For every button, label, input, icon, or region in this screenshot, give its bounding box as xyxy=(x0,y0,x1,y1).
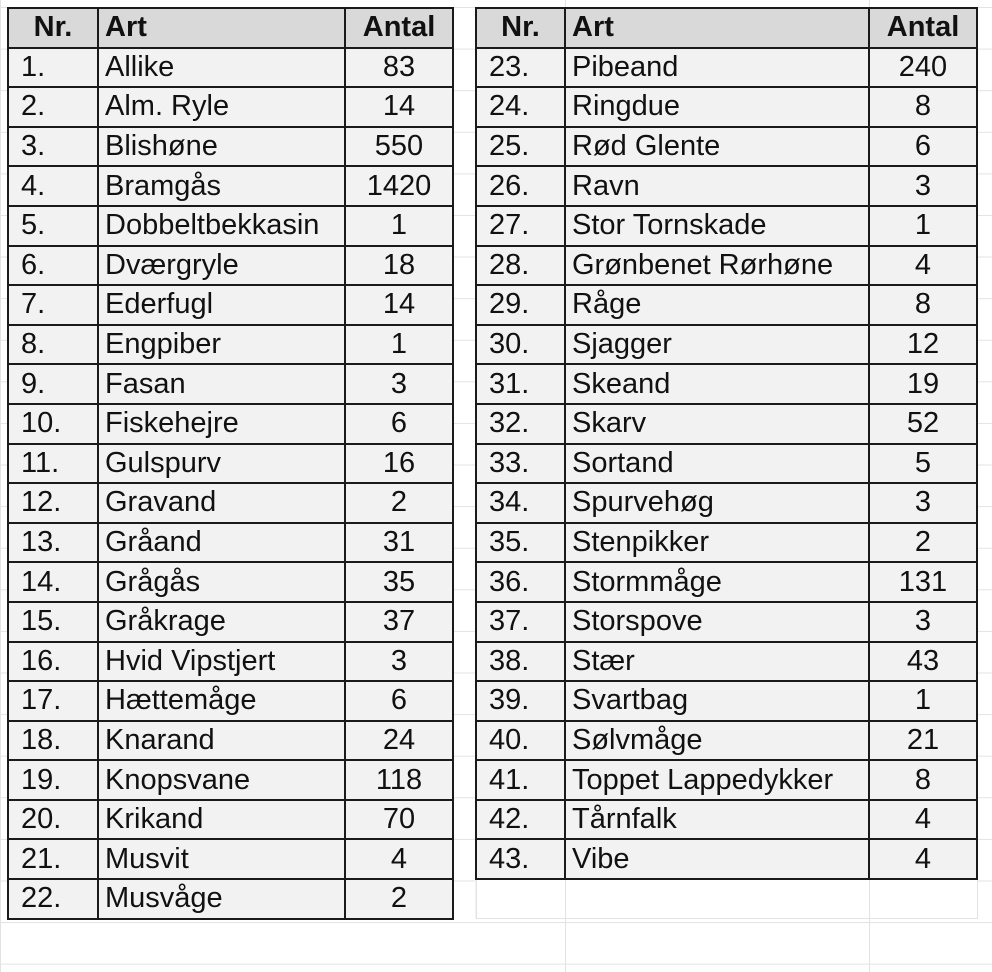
cell-antal[interactable]: 118 xyxy=(345,760,453,800)
cell-nr[interactable]: 4. xyxy=(8,166,98,206)
cell-art[interactable]: Bramgås xyxy=(98,166,345,206)
cell-nr[interactable]: 29. xyxy=(476,285,565,325)
cell-antal[interactable]: 14 xyxy=(345,87,453,127)
cell-art[interactable]: Hvid Vipstjert xyxy=(98,642,345,682)
cell-art[interactable]: Ederfugl xyxy=(98,285,345,325)
cell-nr[interactable]: 6. xyxy=(8,246,98,286)
table-row xyxy=(8,760,453,800)
table-row xyxy=(8,246,453,286)
cell-antal[interactable]: 52 xyxy=(869,404,977,444)
cell-antal[interactable]: 4 xyxy=(345,839,453,879)
cell-antal[interactable]: 24 xyxy=(345,721,453,761)
cell-antal[interactable]: 31 xyxy=(345,523,453,563)
header-row xyxy=(8,8,453,48)
table-row xyxy=(476,87,977,127)
cell-nr[interactable]: 15. xyxy=(8,602,98,642)
table-row xyxy=(8,800,453,840)
cell-nr[interactable]: 36. xyxy=(476,562,565,602)
cell-antal[interactable]: 3 xyxy=(869,602,977,642)
table-row xyxy=(8,48,453,88)
table-row xyxy=(8,879,453,919)
table-row xyxy=(476,602,977,642)
cell-antal[interactable]: 6 xyxy=(345,681,453,721)
empty-cell[interactable] xyxy=(869,879,977,918)
table-row xyxy=(8,285,453,325)
header-nr[interactable]: Nr. xyxy=(8,8,98,48)
cell-art[interactable]: Hættemåge xyxy=(98,681,345,721)
cell-antal[interactable]: 2 xyxy=(869,523,977,563)
cell-nr[interactable]: 31. xyxy=(476,364,565,404)
table-row xyxy=(476,48,977,88)
cell-art[interactable]: Tårnfalk xyxy=(565,800,869,840)
cell-nr[interactable]: 3. xyxy=(8,127,98,167)
table-row xyxy=(8,206,453,246)
cell-nr[interactable]: 42. xyxy=(476,800,565,840)
cell-antal[interactable]: 35 xyxy=(345,562,453,602)
cell-nr[interactable]: 20. xyxy=(8,800,98,840)
table-row xyxy=(476,760,977,800)
cell-nr[interactable]: 11. xyxy=(8,444,98,484)
cell-art[interactable]: Råge xyxy=(565,285,869,325)
cell-art[interactable]: Skeand xyxy=(565,364,869,404)
cell-art[interactable]: Sølvmåge xyxy=(565,721,869,761)
cell-art[interactable]: Vibe xyxy=(565,839,869,879)
table-row xyxy=(476,681,977,721)
cell-nr[interactable]: 39. xyxy=(476,681,565,721)
cell-antal[interactable]: 3 xyxy=(869,166,977,206)
table-row xyxy=(8,483,453,523)
header-row xyxy=(476,8,977,48)
cell-nr[interactable]: 19. xyxy=(8,760,98,800)
table-row xyxy=(476,206,977,246)
cell-nr[interactable]: 10. xyxy=(8,404,98,444)
cell-antal[interactable]: 6 xyxy=(869,127,977,167)
cell-art[interactable]: Musvåge xyxy=(98,879,345,919)
cell-nr[interactable]: 2. xyxy=(8,87,98,127)
cell-nr[interactable]: 18. xyxy=(8,721,98,761)
table-row xyxy=(8,87,453,127)
cell-art[interactable]: Stær xyxy=(565,642,869,682)
cell-antal[interactable]: 1 xyxy=(345,325,453,365)
cell-antal[interactable]: 43 xyxy=(869,642,977,682)
table-row xyxy=(476,800,977,840)
cell-art[interactable]: Dværgryle xyxy=(98,246,345,286)
cell-antal[interactable]: 4 xyxy=(869,246,977,286)
table-row xyxy=(476,483,977,523)
cell-nr[interactable]: 16. xyxy=(8,642,98,682)
table-row xyxy=(8,325,453,365)
cell-nr[interactable]: 43. xyxy=(476,839,565,879)
cell-art[interactable]: Stenpikker xyxy=(565,523,869,563)
table-row xyxy=(476,246,977,286)
cell-antal[interactable]: 8 xyxy=(869,760,977,800)
table-row xyxy=(8,562,453,602)
cell-antal[interactable]: 240 xyxy=(869,48,977,88)
cell-antal[interactable]: 8 xyxy=(869,285,977,325)
table-row xyxy=(8,721,453,761)
cell-nr[interactable]: 23. xyxy=(476,48,565,88)
cell-art[interactable]: Knopsvane xyxy=(98,760,345,800)
table-row xyxy=(8,523,453,563)
header-antal[interactable]: Antal xyxy=(869,8,977,48)
cell-nr[interactable]: 7. xyxy=(8,285,98,325)
cell-nr[interactable]: 34. xyxy=(476,483,565,523)
cell-antal[interactable]: 4 xyxy=(869,839,977,879)
cell-nr[interactable]: 9. xyxy=(8,364,98,404)
cell-antal[interactable]: 70 xyxy=(345,800,453,840)
table-row xyxy=(476,325,977,365)
table-row xyxy=(8,602,453,642)
cell-nr[interactable]: 8. xyxy=(8,325,98,365)
cell-antal[interactable]: 2 xyxy=(345,879,453,919)
table-row xyxy=(8,444,453,484)
cell-art[interactable]: Dobbeltbekkasin xyxy=(98,206,345,246)
cell-art[interactable]: Knarand xyxy=(98,721,345,761)
cell-nr[interactable]: 35. xyxy=(476,523,565,563)
header-nr[interactable]: Nr. xyxy=(476,8,565,48)
bird-count-table-right xyxy=(475,7,978,919)
table-row xyxy=(8,127,453,167)
cell-antal[interactable]: 2 xyxy=(345,483,453,523)
cell-art[interactable]: Ringdue xyxy=(565,87,869,127)
cell-art[interactable]: Gråand xyxy=(98,523,345,563)
cell-nr[interactable]: 21. xyxy=(8,839,98,879)
table-row xyxy=(476,523,977,563)
cell-art[interactable]: Sjagger xyxy=(565,325,869,365)
cell-art[interactable]: Gråkrage xyxy=(98,602,345,642)
cell-nr[interactable]: 27. xyxy=(476,206,565,246)
table-row xyxy=(476,364,977,404)
cell-art[interactable]: Gravand xyxy=(98,483,345,523)
cell-art[interactable]: Fasan xyxy=(98,364,345,404)
table-row xyxy=(476,127,977,167)
table-row xyxy=(476,562,977,602)
cell-art[interactable]: Grønbenet Rørhøne xyxy=(565,246,869,286)
cell-nr[interactable]: 38. xyxy=(476,642,565,682)
cell-nr[interactable]: 14. xyxy=(8,562,98,602)
cell-art[interactable]: Pibeand xyxy=(565,48,869,88)
cell-antal[interactable]: 37 xyxy=(345,602,453,642)
table-row xyxy=(8,166,453,206)
cell-antal[interactable]: 6 xyxy=(345,404,453,444)
cell-antal[interactable]: 4 xyxy=(869,800,977,840)
cell-nr[interactable]: 33. xyxy=(476,444,565,484)
cell-art[interactable]: Alm. Ryle xyxy=(98,87,345,127)
cell-antal[interactable]: 3 xyxy=(345,364,453,404)
table-row xyxy=(476,404,977,444)
cell-antal[interactable]: 21 xyxy=(869,721,977,761)
cell-nr[interactable]: 13. xyxy=(8,523,98,563)
empty-cell[interactable] xyxy=(565,879,869,918)
cell-antal[interactable]: 3 xyxy=(345,642,453,682)
cell-nr[interactable]: 24. xyxy=(476,87,565,127)
cell-art[interactable]: Gulspurv xyxy=(98,444,345,484)
cell-art[interactable]: Skarv xyxy=(565,404,869,444)
cell-antal[interactable]: 3 xyxy=(869,483,977,523)
table-row xyxy=(8,839,453,879)
cell-antal[interactable]: 5 xyxy=(869,444,977,484)
table-row xyxy=(8,681,453,721)
cell-art[interactable]: Stor Tornskade xyxy=(565,206,869,246)
table-row xyxy=(8,642,453,682)
header-art[interactable]: Art xyxy=(565,8,869,48)
cell-art[interactable]: Engpiber xyxy=(98,325,345,365)
cell-antal[interactable]: 550 xyxy=(345,127,453,167)
cell-nr[interactable]: 1. xyxy=(8,48,98,88)
cell-art[interactable]: Svartbag xyxy=(565,681,869,721)
header-antal[interactable]: Antal xyxy=(345,8,453,48)
cell-art[interactable]: Ravn xyxy=(565,166,869,206)
table-row xyxy=(476,839,977,879)
cell-art[interactable]: Toppet Lappedykker xyxy=(565,760,869,800)
cell-nr[interactable]: 12. xyxy=(8,483,98,523)
cell-art[interactable]: Spurvehøg xyxy=(565,483,869,523)
table-row xyxy=(476,166,977,206)
cell-nr[interactable]: 32. xyxy=(476,404,565,444)
cell-art[interactable]: Musvit xyxy=(98,839,345,879)
bird-count-table-left xyxy=(7,7,454,920)
cell-nr[interactable]: 30. xyxy=(476,325,565,365)
table-row xyxy=(476,721,977,761)
empty-cell[interactable] xyxy=(476,879,565,918)
table-row xyxy=(8,364,453,404)
cell-antal[interactable]: 18 xyxy=(345,246,453,286)
cell-nr[interactable]: 40. xyxy=(476,721,565,761)
cell-antal[interactable]: 14 xyxy=(345,285,453,325)
cell-art[interactable]: Blishøne xyxy=(98,127,345,167)
cell-art[interactable]: Allike xyxy=(98,48,345,88)
cell-antal[interactable]: 1 xyxy=(869,206,977,246)
table-row xyxy=(8,404,453,444)
cell-art[interactable]: Sortand xyxy=(565,444,869,484)
cell-antal[interactable]: 1 xyxy=(869,681,977,721)
cell-art[interactable]: Krikand xyxy=(98,800,345,840)
cell-antal[interactable]: 131 xyxy=(869,562,977,602)
cell-art[interactable]: Grågås xyxy=(98,562,345,602)
cell-antal[interactable]: 19 xyxy=(869,364,977,404)
cell-antal[interactable]: 83 xyxy=(345,48,453,88)
header-art[interactable]: Art xyxy=(98,8,345,48)
cell-antal[interactable]: 16 xyxy=(345,444,453,484)
cell-nr[interactable]: 41. xyxy=(476,760,565,800)
table-row xyxy=(476,285,977,325)
cell-antal[interactable]: 8 xyxy=(869,87,977,127)
cell-art[interactable]: Stormmåge xyxy=(565,562,869,602)
cell-nr[interactable]: 5. xyxy=(8,206,98,246)
cell-nr[interactable]: 37. xyxy=(476,602,565,642)
cell-antal[interactable]: 1420 xyxy=(345,166,453,206)
cell-nr[interactable]: 25. xyxy=(476,127,565,167)
cell-nr[interactable]: 22. xyxy=(8,879,98,919)
cell-art[interactable]: Rød Glente xyxy=(565,127,869,167)
cell-antal[interactable]: 1 xyxy=(345,206,453,246)
cell-art[interactable]: Fiskehejre xyxy=(98,404,345,444)
cell-art[interactable]: Storspove xyxy=(565,602,869,642)
cell-nr[interactable]: 28. xyxy=(476,246,565,286)
empty-row xyxy=(476,879,977,918)
cell-antal[interactable]: 12 xyxy=(869,325,977,365)
cell-nr[interactable]: 17. xyxy=(8,681,98,721)
cell-nr[interactable]: 26. xyxy=(476,166,565,206)
table-row xyxy=(476,642,977,682)
table-row xyxy=(476,444,977,484)
